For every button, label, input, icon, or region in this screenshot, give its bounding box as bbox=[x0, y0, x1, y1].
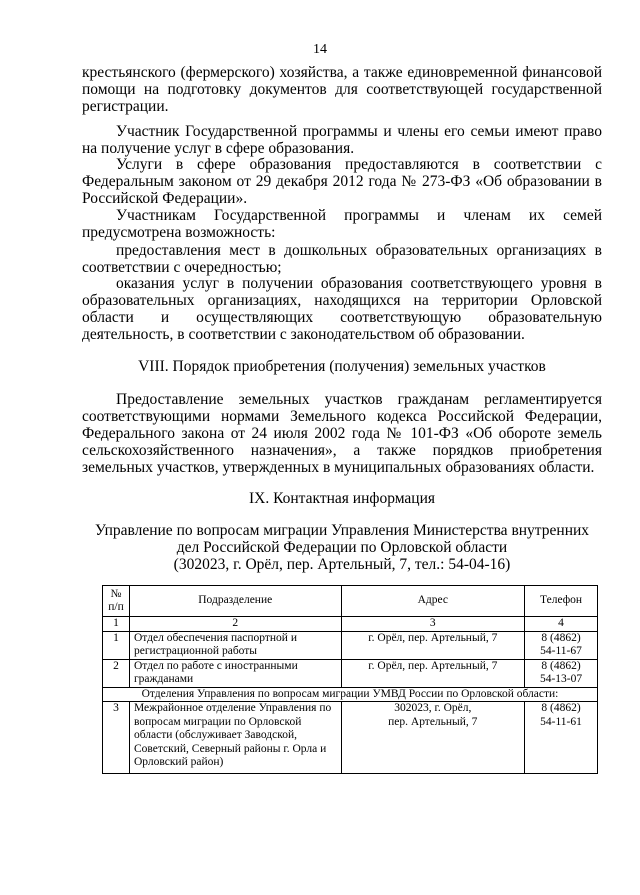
phone-number: 54-11-61 bbox=[540, 715, 582, 728]
page-number: 14 bbox=[313, 42, 327, 57]
section-9-title: IX. Контактная информация bbox=[248, 490, 436, 507]
org-header-line-3: (302023, г. Орёл, пер. Артельный, 7, тел.: 54-04-16) bbox=[173, 556, 511, 573]
col-number: 2 bbox=[129, 617, 341, 632]
row-dept: Отдел по работе с иностранными гражданами bbox=[129, 659, 341, 687]
table-subheader-row bbox=[103, 687, 598, 702]
row-dept: Отдел обеспечения паспортной и регистрационной работы bbox=[129, 631, 341, 659]
col-number: 3 bbox=[341, 617, 525, 632]
row-num: 1 bbox=[103, 631, 130, 659]
paragraph-education-services: оказания услуг в получении образования соответствующего уровня в образовательных организациях, находящихся на территории Орловской области и осуществляющих соответствующую образовательную деятельность, в соответствии с законодательством об образовании. bbox=[82, 275, 602, 343]
table-subheader: Отделения Управления по вопросам миграции УМВД России по Орловской области: bbox=[103, 687, 598, 702]
table-row bbox=[103, 659, 598, 687]
row-address bbox=[341, 702, 525, 774]
row-address: г. Орёл, пер. Артельный, 7 bbox=[341, 659, 525, 687]
header-dept: Подразделение bbox=[129, 586, 341, 617]
paragraph-education-right: Участник Государственной программы и члены его семьи имеют право на получение услуг в сфере образования. bbox=[82, 123, 602, 157]
header-phone: Телефон bbox=[525, 586, 598, 617]
column-number-row bbox=[103, 617, 598, 632]
phone-number: 54-13-07 bbox=[539, 673, 583, 685]
row-address: г. Орёл, пер. Артельный, 7 bbox=[341, 631, 525, 659]
phone-code: 8 (4862) bbox=[541, 702, 581, 714]
contacts-table bbox=[102, 585, 598, 774]
paragraph-education-law: Услуги в сфере образования предоставляются в соответствии с Федеральным законом от 29 декабря 2012 года № 273-ФЗ «Об образовании в Российской Федерации». bbox=[82, 156, 602, 207]
row-phone bbox=[525, 702, 598, 774]
row-num: 3 bbox=[103, 702, 130, 774]
phone-code: 8 (4862) bbox=[541, 659, 581, 672]
row-dept: Межрайонное отделение Управления по вопросам миграции по Орловской области (обслуживает Заводской, Советский, Северный районы г. Орла и Орловский район) bbox=[129, 702, 341, 774]
table-row bbox=[103, 702, 598, 774]
table-row bbox=[103, 631, 598, 659]
row-phone bbox=[525, 659, 598, 687]
org-header-line-2: дел Российской Федерации по Орловской области bbox=[176, 539, 508, 556]
org-header bbox=[82, 522, 602, 573]
paragraph-land-plots: Предоставление земельных участков гражданам регламентируется соответствующими нормами Земельного кодекса Российской Федерации, Федерального закона от 24 июля 2002 года № 101-ФЗ «Об обороте земель сельскохозяйственного назначения», а также порядков приобретения земельных участков, утвержденных в муниципальных образованиях области. bbox=[82, 391, 602, 476]
header-num: № п/п bbox=[103, 586, 130, 617]
table-header-row bbox=[103, 586, 598, 617]
paragraph-business-registration: крестьянского (фермерского) хозяйства, а также единовременной финансовой помощи на подготовку документов для соответствующей государственной регистрации. bbox=[82, 64, 602, 115]
col-number: 1 bbox=[103, 617, 130, 632]
phone-number: 54-11-67 bbox=[540, 645, 582, 657]
row-num: 2 bbox=[103, 659, 130, 687]
org-header-line-1: Управление по вопросам миграции Управления Министерства внутренних bbox=[94, 522, 590, 539]
header-address: Адрес bbox=[341, 586, 525, 617]
address-line-2: пер. Артельный, 7 bbox=[388, 715, 478, 728]
phone-code: 8 (4862) bbox=[541, 631, 581, 644]
row-phone bbox=[525, 631, 598, 659]
paragraph-preschool: предоставления мест в дошкольных образовательных организациях в соответствии с очередностью; bbox=[82, 242, 602, 276]
col-number: 4 bbox=[525, 617, 598, 632]
paragraph-opportunities: Участникам Государственной программы и членам их семей предусмотрена возможность: bbox=[82, 207, 602, 241]
section-8-title: VIII. Порядок приобретения (получения) земельных участков bbox=[138, 358, 546, 375]
address-line-1: 302023, г. Орёл, bbox=[394, 702, 472, 714]
